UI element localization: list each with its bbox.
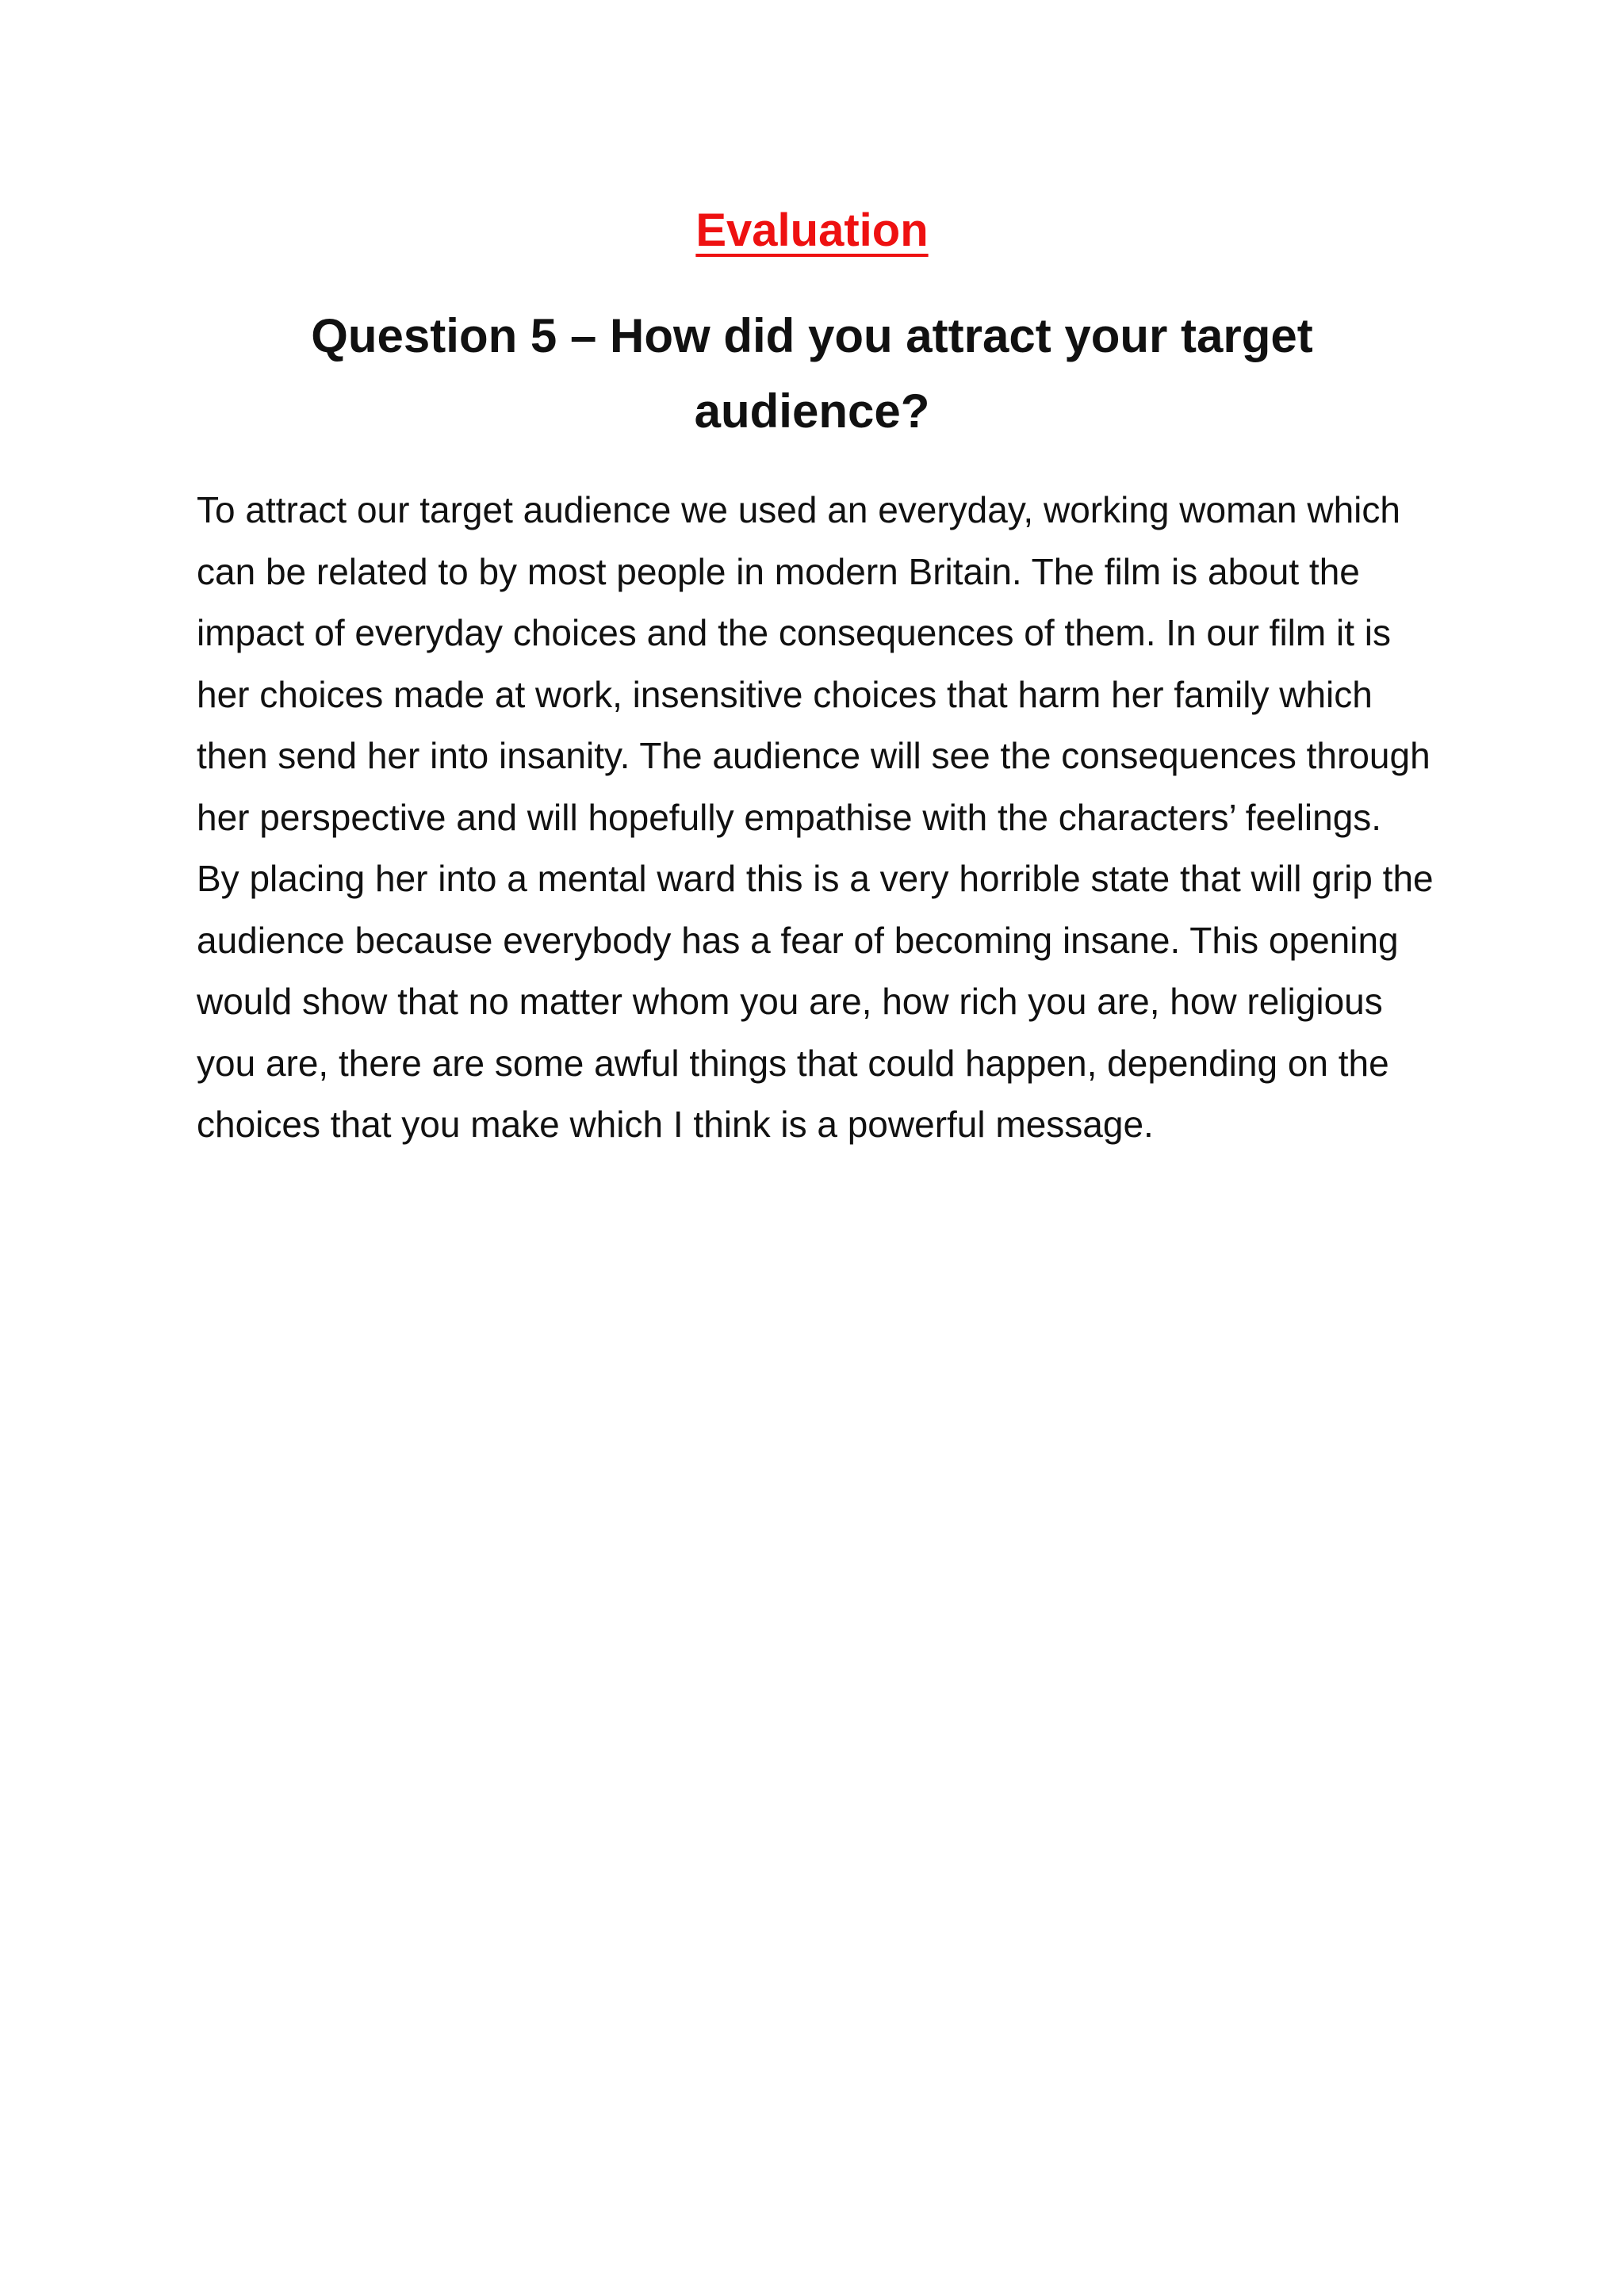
page-title: Evaluation bbox=[695, 205, 929, 256]
question-heading: Question 5 – How did you attract your target audience? bbox=[311, 309, 1313, 438]
body-paragraph: To attract our target audience we used an everyday, working woman which can be related to by most people in modern Britain. The film is about the impact of everyday choices and the consequences of them. In our film it is her choices made at work, insensitive choices that harm her family which then send her into insanity. The audience will see the consequences through her perspective and will hopefully empathise with the characters’ feelings. By placing her into a mental ward this is a very horrible state that will grip the audience because everybody has a fear of becoming insane. This opening would show that no matter whom you are, how rich you are, how religious you are, there are some awful things that could happen, depending on the choices that you make which I think is a powerful message. bbox=[197, 489, 1434, 1145]
